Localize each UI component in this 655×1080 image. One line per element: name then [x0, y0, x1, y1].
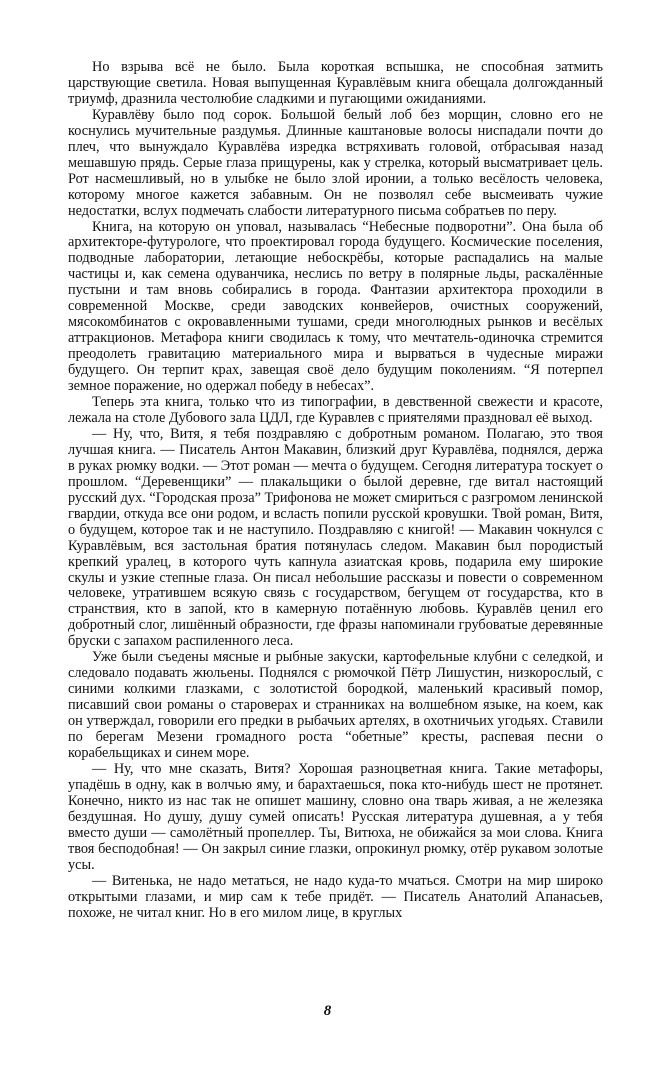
paragraph: — Ну, что мне сказать, Витя? Хорошая разноцветная книга. Такие метафоры, упадёшь в одну, как в волчью яму, и барахтаешься, пока кто-нибудь шест не протянет. Конечно, никто из нас так не опишет машину, словно она тварь живая, а не железяка бездушная. Но душу, душу сумей описать! Русская литература душевная, а у тебя вместо души — самолётный пропеллер. Ты, Витюха, не обижайся за мои слова. Книга твоя бесподобная! — Он закрыл синие глазки, опрокинул рюмку, отёр рукавом золотые усы. [68, 760, 603, 873]
paragraph: Уже были съедены мясные и рыбные закуски, картофельные клубни с селедкой, и следовало подавать жюльены. Поднялся с рюмочкой Пётр Лишустин, низкорослый, с синими колкими глазками, с золотистой бородкой, маленький красивый помор, писавший свои романы о староверах и странниках на волшебном языке, на коем, как он утверждал, говорили его предки в рыбачьих артелях, в охотничьих угодьях. Ставили по берегам Мезени громадного роста “обетные” кресты, распевая песни о корабельщиках и синем море. [68, 649, 603, 761]
paragraph: Теперь эта книга, только что из типографии, в девственной свежести и красоте, лежала на столе Дубового зала ЦДЛ, где Куравлев с приятелями праздновал её выход. [68, 394, 603, 426]
paragraph: Но взрыва всё не было. Была короткая вспышка, не способная затмить царствующие светила. Новая выпущенная Куравлёвым книга обещала долгожданный триумф, дразнила честолюбие сладкими и пугающими ожиданиями. [68, 59, 603, 107]
paragraph: — Ну, что, Витя, я тебя поздравляю с добротным романом. Полагаю, это твоя лучшая книга. — Писатель Антон Макавин, близкий друг Куравлёва, поднялся, держа в руках рюмку водки. — Этот роман — мечта о будущем. Сегодня литература тоскует о прошлом. “Деревенщики” — плакальщики о былой деревне, где витал настоящий русский дух. “Городская проза” Трифонова не может смириться с разгромом ленинской гвардии, откуда все они родом, и всласть попили русской кровушки. Твой роман, Витя, о будущем, которое так и не наступило. Поздравляю с книгой! — Макавин чокнулся с Куравлёвым, вся застольная братия потянулась следом. Макавин был породистый крепкий уралец, в которого чуть капнула азиатская кровь, подарила ему широкие скулы и узкие степные глаза. Он писал небольшие рассказы и повести о современном человеке, утратившем всякую связь с государством, бегущем от государства, кто в странствия, кто в запой, кто в камерную потаённую любовь. Куравлёв ценил его добротный слог, лишённый образности, где фразы напоминали грубоватые деревянные бруски с запахом распиленного леса. [68, 425, 603, 650]
paragraph: Книга, на которую он уповал, называлась “Небесные подворотни”. Она была об архитекторе-футурологе, что проектировал города будущего. Космические поселения, подводные лаборатории, летающие небоскрёбы, которые распадались на малые частицы и, как семена одуванчика, неслись по ветру в полярные льды, раскалённые пустыни и там вновь собирались в города. Фантазии архитектора проходили в современной Москве, среди заводских конвейеров, очистных сооружений, мясокомбинатов с окровавленными тушами, среди многолюдных рынков и весёлых аттракционов. Метафора книги сводилась к тому, что мечтатель-одиночка стремится преодолеть гравитацию материального мира и вырваться в чудесные миражи будущего. Он терпит крах, завещая своё дело будущим поколениям. “Я потерпел земное поражение, но одержал победу в небесах”. [68, 218, 603, 395]
paragraph: — Витенька, не надо метаться, не надо куда-то мчаться. Смотри на мир широко открытыми глазами, и мир сам к тебе придёт. — Писатель Анатолий Апанасьев, похоже, не читал книг. Но в его милом лице, в круглых [68, 872, 603, 921]
paragraph: Куравлёву было под сорок. Большой белый лоб без морщин, словно его не коснулись мучительные раздумья. Длинные каштановые волосы ниспадали почти до плеч, что вынуждало Куравлёва изредка встряхивать головой, отбрасывая назад мешавшую прядь. Серые глаза прищурены, как у стрелка, который высматривает цель. Рот насмешливый, но в улыбке не было злой иронии, а только весёлость человека, которому многое кажется забавным. Он не позволял себе высмеивать чужие недостатки, вслух подмечать слабости литературного письма собратьев по перу. [68, 106, 603, 219]
body-text [68, 60, 603, 921]
page-number: 8 [323, 1003, 332, 1019]
